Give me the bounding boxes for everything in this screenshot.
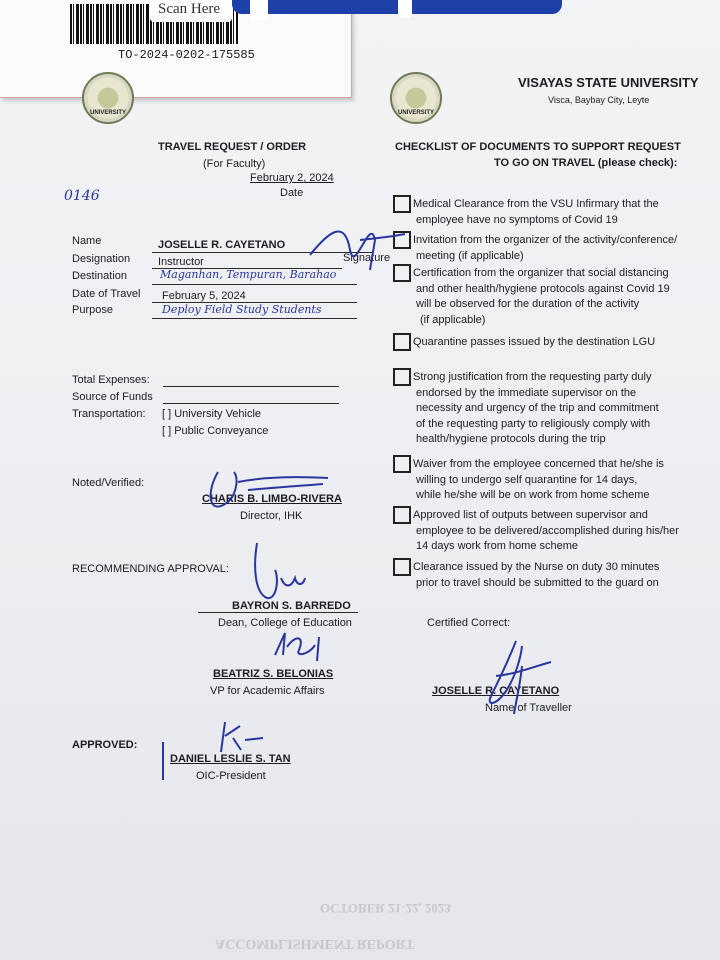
checklist-item-text: necessity and urgency of the trip and commitment — [416, 402, 659, 414]
checklist-item-text: employee have no symptoms of Covid 19 — [416, 213, 618, 226]
noted-label: Noted/Verified: — [72, 477, 145, 489]
name-label: Name — [72, 235, 102, 247]
signature-icon — [265, 625, 335, 670]
checklist-item-text: Medical Clearance from the VSU Infirmary that the — [413, 198, 659, 210]
clip-tab-icon — [398, 0, 412, 18]
scan-here-label: Scan Here — [150, 0, 232, 22]
designation-label: Designation — [72, 253, 131, 265]
checklist-checkbox[interactable] — [393, 333, 411, 351]
transport-university-vehicle[interactable]: [ ] University Vehicle — [162, 408, 262, 420]
approved-title: OIC-President — [196, 770, 266, 782]
university-seal-icon: UNIVERSITY — [82, 72, 134, 124]
date-of-travel-value: February 5, 2024 — [162, 290, 246, 302]
university-seal-icon: UNIVERSITY — [390, 72, 442, 124]
checklist-item-text: willing to undergo self quarantine for 14 days, — [416, 473, 638, 486]
destination-label: Destination — [72, 270, 128, 282]
form-subtitle: (For Faculty) — [203, 158, 266, 170]
form-title: TRAVEL REQUEST / ORDER — [158, 141, 307, 153]
clip-tab-icon — [250, 0, 268, 20]
checklist-item-text: employee to be delivered/accomplished during his/her — [416, 524, 679, 537]
purpose-value: Deploy Field Study Students — [162, 303, 322, 316]
checklist-item-text: Invitation from the organizer of the activity/conference/ — [413, 234, 678, 246]
rec1-title: Dean, College of Education — [218, 617, 352, 629]
certified-name: JOSELLE R. CAYETANO — [432, 685, 560, 697]
form-date-value: February 2, 2024 — [250, 172, 334, 184]
university-address: Visca, Baybay City, Leyte — [548, 95, 650, 105]
source-of-funds-label: Source of Funds — [72, 391, 153, 403]
name-value: JOSELLE R. CAYETANO — [158, 239, 286, 251]
signature-icon — [245, 538, 315, 608]
certified-title: Name of Traveller — [485, 702, 572, 714]
checklist-checkbox[interactable] — [393, 368, 411, 386]
date-of-travel-label: Date of Travel — [72, 288, 141, 300]
checklist-item-text: will be observed for the duration of the activity — [416, 298, 640, 310]
approved-name: DANIEL LESLIE S. TAN — [170, 753, 291, 765]
bleed-through-text: ACCOMPLISHMENT REPORT — [215, 936, 415, 951]
university-name: VISAYAS STATE UNIVERSITY — [518, 75, 699, 90]
checklist-item-text: endorsed by the immediate supervisor on the — [416, 386, 637, 399]
checklist-item-text: Quarantine passes issued by the destination LGU — [413, 336, 656, 348]
checklist-item-text: Clearance issued by the Nurse on duty 30 minutes — [413, 561, 660, 573]
purpose-label: Purpose — [72, 304, 113, 316]
noted-name: CHARIS B. LIMBO-RIVERA — [202, 493, 342, 505]
checklist-item-text: Waiver from the employee concerned that he/she is — [413, 458, 664, 470]
checklist-checkbox[interactable] — [393, 455, 411, 473]
checklist-item-text: of the requesting party to religiously comply with — [416, 417, 651, 430]
checklist-item-text: while he/she will be on work from home scheme — [416, 489, 650, 501]
form-date-label: Date — [280, 187, 304, 199]
transportation-label: Transportation: — [72, 408, 146, 420]
control-number: 0146 — [64, 188, 100, 204]
checklist-subtitle: TO GO ON TRAVEL (please check): — [494, 157, 678, 169]
sticker-code: TO-2024-0202-175585 — [118, 48, 255, 62]
signature-icon — [300, 210, 410, 280]
checklist-checkbox[interactable] — [393, 558, 411, 576]
signature-icon — [198, 462, 338, 522]
checklist-checkbox[interactable] — [393, 506, 411, 524]
paper-clip-icon — [232, 0, 562, 14]
checklist-item-text: and other health/hygiene protocols against Covid 19 — [416, 282, 670, 295]
transport-public-conveyance[interactable]: [ ] Public Conveyance — [162, 425, 269, 437]
noted-title: Director, IHK — [240, 510, 303, 522]
signature-label: Signature — [343, 252, 391, 264]
checklist-item-text: health/hygiene protocols during the trip — [416, 433, 606, 445]
rec1-name: BAYRON S. BARREDO — [232, 600, 351, 612]
destination-value: Maganhan, Tempuran, Barahao — [160, 268, 337, 281]
approved-label: APPROVED: — [72, 739, 138, 751]
checklist-item-text: 14 days work from home scheme — [416, 540, 579, 552]
certified-label: Certified Correct: — [427, 617, 511, 629]
checklist-item-text: (if applicable) — [420, 313, 486, 326]
signature-icon — [155, 712, 285, 782]
designation-value: Instructor — [158, 256, 204, 268]
checklist-item-text: prior to travel should be submitted to the guard on — [416, 576, 659, 589]
signature-icon — [466, 636, 556, 716]
checklist-title: CHECKLIST OF DOCUMENTS TO SUPPORT REQUEST — [395, 141, 681, 153]
checklist-item-text: meeting (if applicable) — [416, 249, 524, 262]
total-expenses-label: Total Expenses: — [72, 374, 150, 386]
checklist-item-text: Approved list of outputs between supervisor and — [413, 509, 648, 521]
recommending-label: RECOMMENDING APPROVAL: — [72, 563, 229, 575]
checklist-item-text: Certification from the organizer that social distancing — [413, 267, 669, 279]
bleed-through-text: OCTOBER 21-22, 2023 — [320, 901, 451, 916]
rec2-name: BEATRIZ S. BELONIAS — [213, 668, 334, 680]
checklist-item-text: Strong justification from the requesting party duly — [413, 371, 652, 383]
rec2-title: VP for Academic Affairs — [210, 685, 325, 697]
